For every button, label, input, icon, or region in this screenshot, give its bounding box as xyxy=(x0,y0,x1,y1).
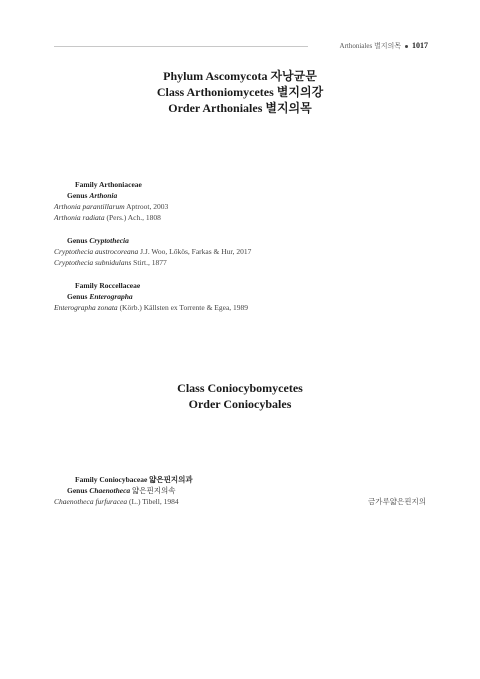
genus-label xyxy=(54,190,168,201)
page-number: 1017 xyxy=(412,41,428,50)
family-label: Family Coniocybaceae 얇은핀지의과 xyxy=(75,475,193,484)
species-author: (Pers.) Ach., 1808 xyxy=(106,213,161,222)
taxon-list-roccellaceae xyxy=(54,280,248,313)
species-name: Arthonia radiata xyxy=(54,213,105,222)
species-entry xyxy=(54,201,168,212)
taxon-list-coniocybaceae xyxy=(54,474,193,507)
genus-name: Arthonia xyxy=(89,191,118,200)
species-author: J.J. Woo, Lőkös, Farkas & Hur, 2017 xyxy=(140,247,252,256)
heading-line-order: Order Arthoniales 별지의목 xyxy=(168,101,312,115)
species-entry xyxy=(54,246,251,257)
species-entry xyxy=(54,212,168,223)
header-rule xyxy=(54,46,308,47)
genus-korean-name: 얇은핀지의속 xyxy=(132,486,176,495)
family-label: Family Arthoniaceae xyxy=(75,180,142,189)
species-author: (L.) Tibell, 1984 xyxy=(129,497,179,506)
genus-prefix: Genus xyxy=(67,236,88,245)
species-author: Aptroot, 2003 xyxy=(126,202,169,211)
heading-line-order: Order Coniocybales xyxy=(188,397,292,411)
genus-label xyxy=(54,291,248,302)
species-name: Cryptothecia subnidulans xyxy=(54,258,132,267)
heading-line-class: Class Coniocybomycetes xyxy=(177,381,303,395)
species-author: Stirt., 1877 xyxy=(133,258,167,267)
family-label: Family Roccellaceae xyxy=(75,281,141,290)
genus-label xyxy=(54,485,193,496)
heading-line-class: Class Arthoniomycetes 별지의강 xyxy=(156,85,324,99)
species-entry xyxy=(54,257,251,268)
bullet-icon xyxy=(405,45,408,48)
genus-prefix: Genus xyxy=(67,191,88,200)
species-korean-name: 금가루얇은핀지의 xyxy=(368,497,426,506)
taxon-list-cryptothecia xyxy=(54,235,251,268)
species-name: Cryptothecia austrocoreana xyxy=(54,247,139,256)
running-header-text xyxy=(340,40,428,52)
species-name: Chaenotheca furfuracea xyxy=(54,497,128,506)
genus-name: Enterographa xyxy=(89,292,133,301)
section-heading-arthoniales xyxy=(0,68,480,116)
genus-label xyxy=(54,235,251,246)
genus-name: Chaenotheca xyxy=(89,486,131,495)
species-name: Enterographa zonata xyxy=(54,303,118,312)
species-entry xyxy=(54,496,193,507)
heading-line-phylum: Phylum Ascomycota 자낭균문 xyxy=(163,69,317,83)
genus-name: Cryptothecia xyxy=(89,236,129,245)
genus-prefix: Genus xyxy=(67,292,88,301)
genus-prefix: Genus xyxy=(67,486,88,495)
species-name: Arthonia parantillarum xyxy=(54,202,125,211)
section-heading-coniocybales xyxy=(0,380,480,412)
taxon-list-arthoniaceae xyxy=(54,179,168,223)
running-header xyxy=(54,40,428,52)
running-header-title: Arthoniales 별지의목 xyxy=(339,42,401,50)
species-author: (Körb.) Källsten ex Torrente & Egea, 1989 xyxy=(119,303,249,312)
species-entry xyxy=(54,302,248,313)
